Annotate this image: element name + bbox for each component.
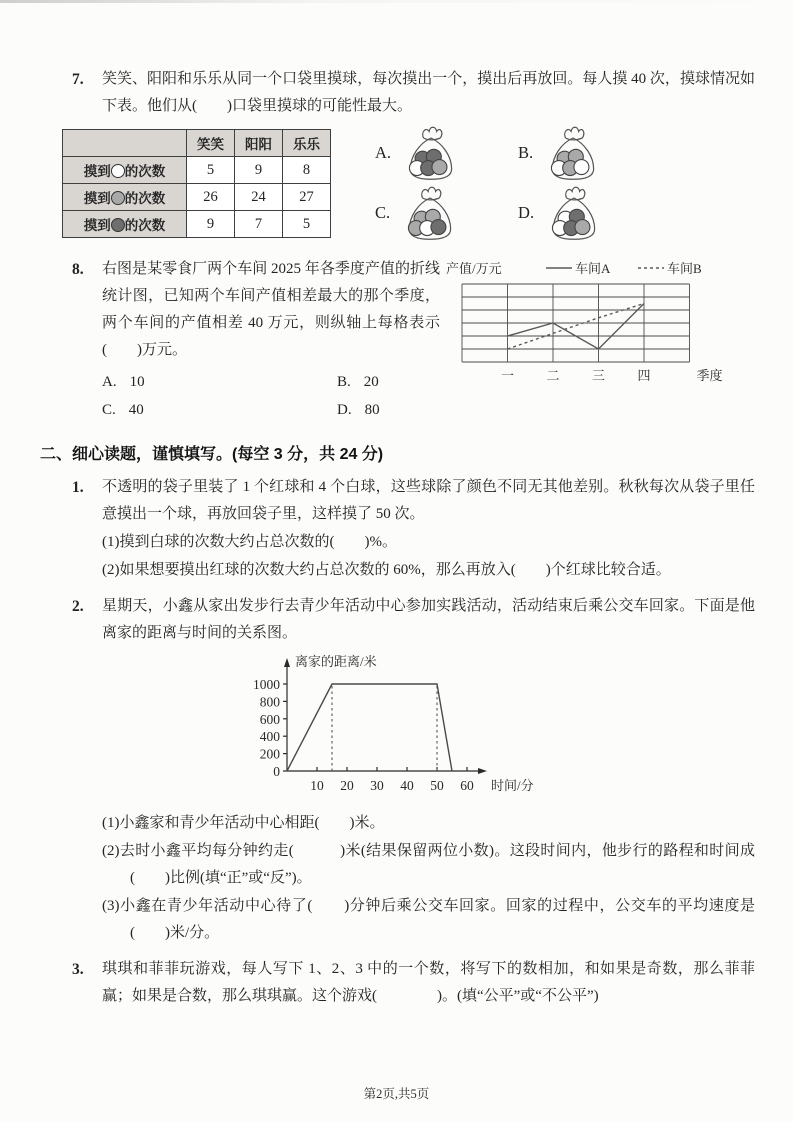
table-row-label bbox=[63, 157, 187, 184]
question-8 bbox=[40, 256, 755, 424]
table-header-xiaoxiao: 笑笑 bbox=[187, 130, 235, 157]
x-tick-label: 50 bbox=[430, 778, 444, 793]
option-value: 10 bbox=[129, 374, 145, 390]
x-tick-label: 四 bbox=[637, 368, 651, 383]
bag-option-letter: D. bbox=[518, 203, 535, 222]
y-axis-label: 离家的距离/米 bbox=[295, 654, 377, 669]
bag-option-letter: A. bbox=[375, 143, 392, 162]
bag-icon bbox=[542, 123, 604, 183]
ball-gray-icon bbox=[432, 160, 447, 175]
y-tick-label: 0 bbox=[273, 764, 280, 779]
x-tick-label: 40 bbox=[400, 778, 414, 793]
question-7 bbox=[40, 66, 755, 243]
table-header-yangyang: 阳阳 bbox=[235, 130, 283, 157]
ball-dark-icon bbox=[111, 218, 125, 232]
option-letter: A. bbox=[102, 374, 117, 390]
row-label-suffix: 的次数 bbox=[124, 218, 166, 233]
option-d bbox=[337, 396, 440, 424]
row-label-prefix: 摸到 bbox=[83, 164, 111, 179]
x-tick-label: 10 bbox=[310, 778, 324, 793]
table-row-label bbox=[63, 211, 187, 238]
bag-options bbox=[375, 123, 605, 243]
legend-label-b: 车间B bbox=[667, 261, 702, 276]
x-axis-arrow bbox=[478, 768, 487, 774]
bag-option-a bbox=[375, 123, 462, 183]
question-1-text: 不透明的袋子里装了 1 个红球和 4 个白球，这些球除了颜色不同无其他差别。秋秋每次从袋子里任意摸出一个球，再放回袋子里，这样摸了 50 次。 bbox=[102, 479, 755, 522]
ball-white-icon bbox=[574, 160, 589, 175]
footer-page-number: 第2页,共5页 bbox=[363, 1087, 430, 1101]
question-7-content bbox=[62, 129, 755, 243]
option-c bbox=[102, 396, 337, 424]
option-letter: C. bbox=[102, 402, 116, 418]
question-8-number: 8. bbox=[72, 261, 84, 278]
x-tick-label: 二 bbox=[546, 368, 560, 383]
bag-icon bbox=[400, 123, 462, 183]
table-row bbox=[63, 211, 331, 238]
distance-line bbox=[287, 684, 452, 771]
y-tick-label: 400 bbox=[259, 729, 280, 745]
bag-icon bbox=[399, 183, 461, 243]
question-2-sub-1: (1)小鑫家和青少年活动中心相距( )米。 bbox=[102, 815, 385, 831]
ball-gray-icon bbox=[111, 191, 125, 205]
row-label-suffix: 的次数 bbox=[124, 164, 166, 179]
table-row bbox=[63, 184, 331, 211]
option-value: 20 bbox=[363, 374, 379, 390]
table-corner-cell bbox=[63, 130, 187, 157]
question-7-number: 7. bbox=[72, 71, 84, 88]
option-value: 40 bbox=[128, 402, 144, 418]
question-2-sub-3: (3)小鑫在青少年活动中心待了( )分钟后乘公交车回家。回家的过程中，公交车的平均速度是( )米/分。 bbox=[102, 898, 755, 941]
row-label-suffix: 的次数 bbox=[124, 191, 166, 206]
question-3-text: 琪琪和菲菲玩游戏，每人写下 1、2、3 中的一个数，将写下的数相加，和如果是奇数，那么菲菲赢；如果是合数，那么琪琪赢。这个游戏( )。(填“公平”或“不公平”) bbox=[102, 961, 755, 1004]
distance-time-chart-container bbox=[227, 652, 755, 807]
fill-question-2 bbox=[72, 593, 755, 947]
y-tick-label: 600 bbox=[259, 711, 280, 727]
legend-label-a: 车间A bbox=[575, 261, 611, 276]
table-cell: 24 bbox=[235, 184, 283, 211]
table-row-label bbox=[63, 184, 187, 211]
question-1-sub-1: (1)摸到白球的次数大约占总次数的( )%。 bbox=[102, 534, 397, 550]
bag-option-c bbox=[375, 183, 462, 243]
ball-count-table bbox=[62, 129, 331, 238]
question-2-number: 2. bbox=[72, 598, 84, 615]
x-tick-label: 20 bbox=[340, 778, 354, 793]
y-tick-label: 200 bbox=[259, 746, 280, 762]
ball-white-icon bbox=[111, 164, 125, 178]
distance-time-line-chart bbox=[227, 652, 559, 802]
ball-gray-icon bbox=[575, 220, 590, 235]
bag-option-letter: C. bbox=[375, 203, 391, 222]
fill-question-3 bbox=[72, 956, 755, 1010]
x-tick-label: 一 bbox=[500, 368, 515, 383]
question-2-sub-2: (2)去时小鑫平均每分钟约走( )米(结果保留两位小数)。这段时间内，他步行的路程和时间成( )比例(填“正”或“反”)。 bbox=[102, 843, 755, 886]
question-8-options bbox=[102, 368, 440, 424]
option-value: 80 bbox=[364, 402, 380, 418]
x-axis-label: 时间/分 bbox=[491, 778, 534, 793]
table-cell: 5 bbox=[187, 157, 235, 184]
question-2-text: 星期天，小鑫从家出发步行去青少年活动中心参加实践活动，活动结束后乘公交车回家。下面是他离家的距离与时间的关系图。 bbox=[102, 598, 755, 641]
table-cell: 26 bbox=[187, 184, 235, 211]
table-header-lele: 乐乐 bbox=[283, 130, 331, 157]
x-tick-label: 30 bbox=[370, 778, 384, 793]
table-cell: 8 bbox=[283, 157, 331, 184]
x-tick-label: 60 bbox=[460, 778, 474, 793]
section-2-heading: 二、细心读题，谨慎填写。(每空 3 分，共 24 分) bbox=[40, 446, 384, 463]
workshop-output-line-chart bbox=[446, 257, 748, 405]
y-tick-label: 800 bbox=[259, 694, 280, 710]
table-cell: 9 bbox=[187, 211, 235, 238]
option-letter: D. bbox=[337, 402, 352, 418]
option-a bbox=[102, 368, 337, 396]
row-label-prefix: 摸到 bbox=[83, 218, 111, 233]
x-tick-label: 三 bbox=[591, 368, 606, 383]
question-1-number: 1. bbox=[72, 479, 84, 496]
bag-option-letter: B. bbox=[518, 143, 534, 162]
question-1-sub-2: (2)如果想要摸出红球的次数大约占总次数的 60%，那么再放入( )个红球比较合适。 bbox=[102, 562, 671, 578]
bag-icon bbox=[543, 183, 605, 243]
bag-option-b bbox=[518, 123, 605, 183]
y-axis-label: 产值/万元 bbox=[446, 261, 502, 276]
x-axis-label: 季度 bbox=[696, 368, 723, 383]
bag-option-d bbox=[518, 183, 605, 243]
table-row bbox=[63, 157, 331, 184]
option-letter: B. bbox=[337, 374, 351, 390]
y-tick-label: 1000 bbox=[253, 677, 280, 692]
row-label-prefix: 摸到 bbox=[83, 191, 111, 206]
y-axis-arrow bbox=[284, 658, 290, 667]
table-cell: 27 bbox=[283, 184, 331, 211]
option-b bbox=[337, 368, 440, 396]
table-cell: 7 bbox=[235, 211, 283, 238]
question-8-text: 右图是某零食厂两个车间 2025 年各季度产值的折线统计图，已知两个车间产值相差最大的那个季度，两个车间的产值相差 40 万元，则纵轴上每格表示( )万元。 bbox=[102, 261, 440, 358]
ball-dark-icon bbox=[431, 220, 446, 235]
table-cell: 9 bbox=[235, 157, 283, 184]
question-7-text: 笑笑、阳阳和乐乐从同一个口袋里摸球，每次摸出一个，摸出后再放回。每人摸 40 次，摸球情况如下表。他们从( )口袋里摸球的可能性最大。 bbox=[102, 71, 755, 114]
table-cell: 5 bbox=[283, 211, 331, 238]
fill-question-1 bbox=[72, 474, 755, 584]
question-3-number: 3. bbox=[72, 961, 84, 978]
